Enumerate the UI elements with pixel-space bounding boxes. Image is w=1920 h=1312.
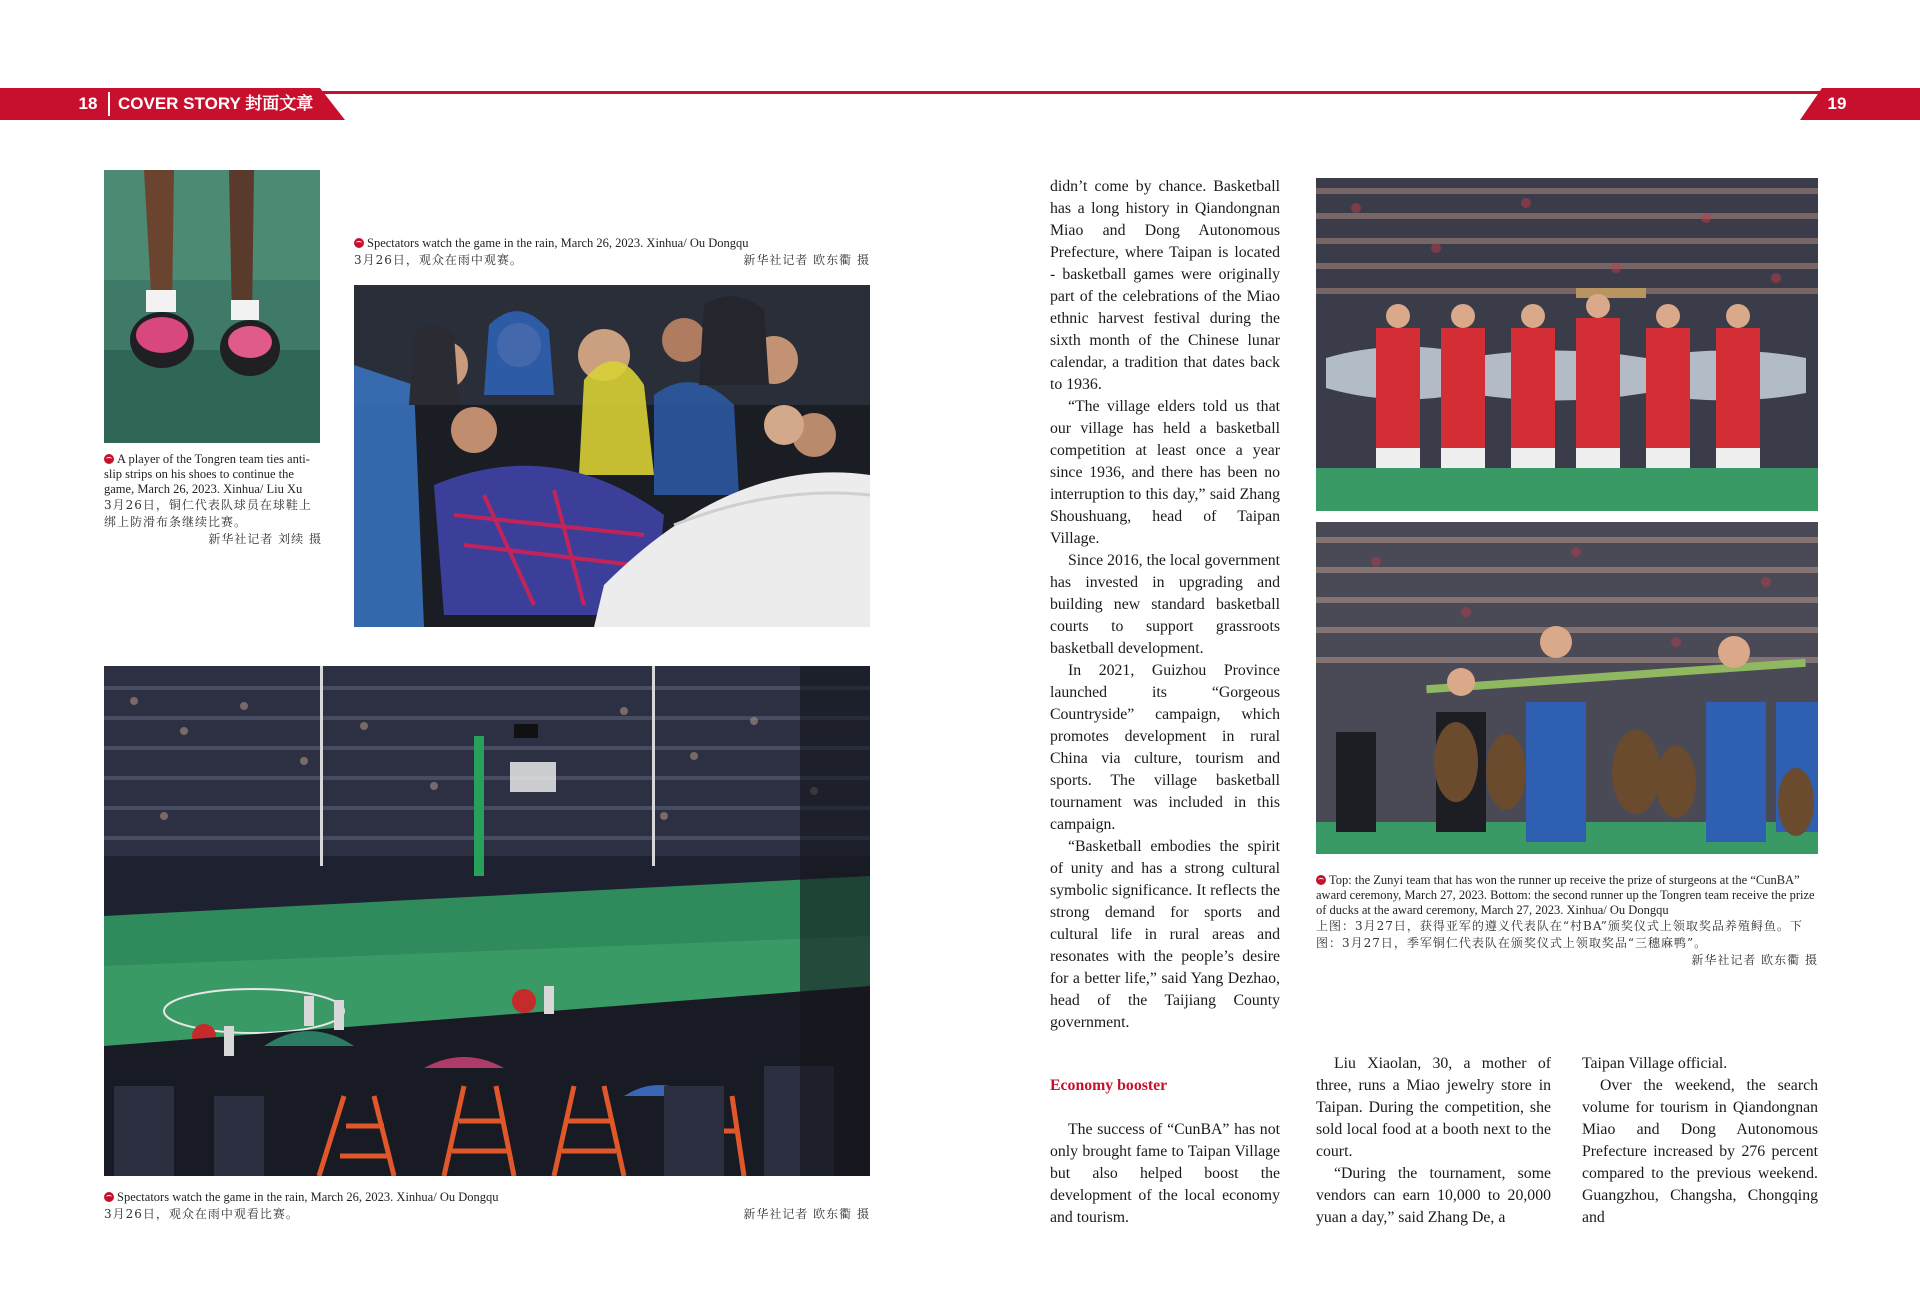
page-number-left: 18 xyxy=(78,94,98,113)
caption-ceremony-zh: 上图：3月27日，获得亚军的遵义代表队在“村BA”颁奖仪式上领取奖品养殖鲟鱼。下图：3月27日，季军铜仁代表队在颁奖仪式上领取奖品“三穗麻鸭”。 xyxy=(1316,919,1803,950)
header-rule-right xyxy=(960,91,1920,94)
caption-rain-bottom-zh: 3月26日，观众在雨中观看比赛。 xyxy=(104,1207,299,1221)
article-paragraph: In 2021, Guizhou Province launched its “Gorgeous Countryside” campaign, which promotes development in rural China via culture, tourism and sports. The village basketball tournament was included in this campaign. xyxy=(1050,662,1280,833)
photo-ceremony-sturgeons xyxy=(1316,178,1818,511)
caption-rain-top-zh: 3月26日，观众在雨中观赛。 xyxy=(354,253,523,267)
article-paragraph: Taipan Village official. xyxy=(1582,1055,1728,1072)
caption-shoes-credit: 新华社记者 刘续 摄 xyxy=(208,532,322,546)
caption-ceremony-en: Top: the Zunyi team that has won the runner up receive the prize of sturgeons at the “CunBA” award ceremony, March 27, 2023. Bottom: the second runner up the Tongren team receive the prize of ducks at the award ceremony, March 27, 2023. Xinhua/ Ou Dongqu xyxy=(1316,873,1815,917)
article-column-2 xyxy=(1316,1053,1551,1229)
caption-ceremony-credit: 新华社记者 欧东衢 摄 xyxy=(1691,953,1818,967)
caption-rain-top xyxy=(354,236,870,269)
article-subhead: Economy booster xyxy=(1050,1077,1168,1094)
article-paragraph: didn’t come by chance. Basketball has a long history in Qiandongnan Miao and Dong Autonomous Prefecture, where Taipan is located - basketball games were originally part of the celebrations of the Miao ethnic harvest festival during the sixth month of the Chinese lunar calendar, a tradition that dates back to 1936. xyxy=(1050,178,1280,393)
caption-rain-top-credit: 新华社记者 欧东衢 摄 xyxy=(743,253,870,267)
caption-marker-icon xyxy=(1316,875,1326,885)
article-paragraph: “During the tournament, some vendors can earn 10,000 to 20,000 yuan a day,” said Zhang De, a xyxy=(1316,1165,1551,1226)
caption-marker-icon xyxy=(104,1192,114,1202)
caption-rain-bottom-en: Spectators watch the game in the rain, March 26, 2023. Xinhua/ Ou Dongqu xyxy=(117,1190,499,1204)
caption-shoes xyxy=(104,452,322,548)
page-number-right: 19 xyxy=(1827,94,1847,113)
caption-ceremony xyxy=(1316,873,1818,969)
article-column-3 xyxy=(1582,1053,1818,1229)
caption-marker-icon xyxy=(104,454,114,464)
caption-rain-bottom xyxy=(104,1190,870,1223)
article-paragraph: “Basketball embodies the spirit of unity and has a strong cultural symbolic significance. It reflects the strong demand for sports and cultural life in rural areas and resonates with the people’s desire for a better life,” said Yang Dezhao, head of the Taijiang County government. xyxy=(1050,838,1280,1031)
article-paragraph: Over the weekend, the search volume for tourism in Qiandongnan Miao and Dong Autonomous Prefecture increased by 276 percent compared to the previous weekend. Guangzhou, Changsha, Chongqing and xyxy=(1582,1077,1818,1226)
photo-ceremony-ducks xyxy=(1316,522,1818,854)
article-paragraph: Liu Xiaolan, 30, a mother of three, runs a Miao jewelry store in Taipan. During the competition, she sold local food at a booth next to the court. xyxy=(1316,1055,1551,1160)
article-paragraph: The success of “CunBA” has not only brought fame to Taipan Village but also helped boost the development of the local economy and tourism. xyxy=(1050,1121,1280,1226)
section-title: COVER STORY 封面文章 xyxy=(108,92,320,116)
caption-shoes-en: A player of the Tongren team ties anti-slip strips on his shoes to continue the game, March 26, 2023. Xinhua/ Liu Xu xyxy=(104,452,310,496)
article-column-1-tail xyxy=(1050,1119,1280,1229)
article-paragraph: “The village elders told us that our village has held a basketball competition at least once a year since 1936, and there has been no interruption to this day,” said Zhang Shoushuang, head of Taipan Village. xyxy=(1050,398,1280,547)
caption-rain-top-en: Spectators watch the game in the rain, March 26, 2023. Xinhua/ Ou Dongqu xyxy=(367,236,749,250)
caption-marker-icon xyxy=(354,238,364,248)
article-column-1 xyxy=(1050,176,1280,1034)
photo-spectators-rain xyxy=(354,285,870,627)
caption-rain-bottom-credit: 新华社记者 欧东衢 摄 xyxy=(743,1207,870,1221)
caption-shoes-zh: 3月26日，铜仁代表队球员在球鞋上绑上防滑布条继续比赛。 xyxy=(104,498,312,529)
photo-player-shoes xyxy=(104,170,320,443)
photo-arena-crowd xyxy=(104,666,870,1176)
article-paragraph: Since 2016, the local government has invested in upgrading and building new standard basketball courts to support grassroots basketball development. xyxy=(1050,552,1280,657)
